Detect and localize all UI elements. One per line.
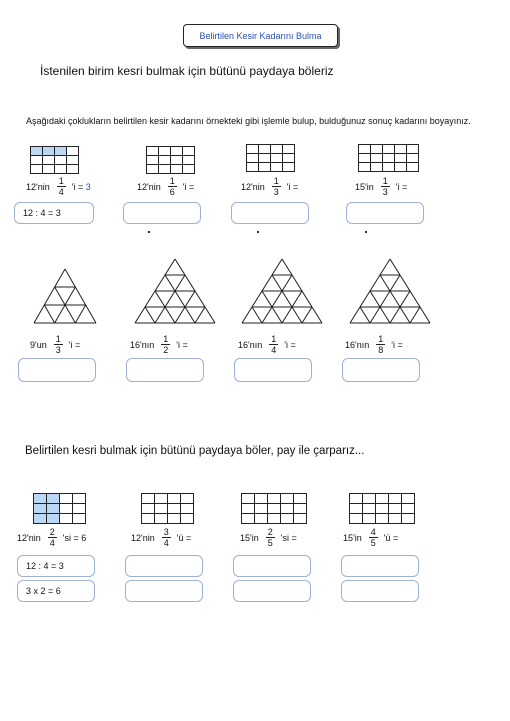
- grid-cell: [371, 163, 383, 172]
- grid-cell: [159, 165, 171, 174]
- numerator: 1: [58, 176, 64, 186]
- suffix-label: 'i =: [182, 181, 195, 192]
- fraction: [269, 334, 278, 355]
- rect-grid-3: [246, 144, 295, 172]
- grid-cell: [31, 156, 43, 165]
- grid-cell: [247, 154, 259, 163]
- grid-cell: [350, 504, 363, 514]
- grid-cell: [183, 165, 195, 174]
- suffix-label: 'i =: [286, 181, 299, 192]
- grid-cell: [247, 163, 259, 172]
- grid-cell: [402, 514, 415, 524]
- grid-cell: [402, 494, 415, 504]
- grid-cell: [34, 504, 47, 514]
- fraction: [168, 176, 177, 197]
- tri-answer-box-2[interactable]: [126, 358, 204, 382]
- denominator: 4: [49, 538, 55, 548]
- triangle-line: [145, 307, 155, 323]
- whole-label: 15'in: [355, 181, 374, 192]
- denominator: 2: [163, 345, 169, 355]
- rect-grid-5: [33, 493, 86, 524]
- grid-cell: [34, 514, 47, 524]
- grid-cell: [350, 494, 363, 504]
- fraction: [381, 176, 390, 197]
- fraction: [161, 334, 170, 355]
- whole-label: 12'nin: [17, 532, 41, 543]
- grid-cell: [255, 494, 268, 504]
- s2-expression-3: [240, 527, 297, 548]
- triangle-grid-1: [33, 268, 97, 324]
- suffix-label: 'si = 6: [62, 532, 87, 543]
- whole-label: 12'nin: [26, 181, 50, 192]
- grid-cell: [47, 504, 60, 514]
- grid-cell: [389, 494, 402, 504]
- whole-label: 16'nın: [130, 339, 155, 350]
- grid-cell: [171, 165, 183, 174]
- grid-cell: [55, 156, 67, 165]
- grid-cell: [283, 145, 295, 154]
- whole-label: 12'nin: [131, 532, 155, 543]
- grid-cell: [268, 504, 281, 514]
- grid-cell: [294, 494, 307, 504]
- denominator: 8: [378, 345, 384, 355]
- grid-cell: [142, 504, 155, 514]
- numerator: 1: [169, 176, 175, 186]
- grid-cell: [142, 494, 155, 504]
- grid-cell: [281, 494, 294, 504]
- numerator: 2: [49, 527, 55, 537]
- fraction: [57, 176, 66, 197]
- grid-cell: [363, 504, 376, 514]
- whole-label: 12'nin: [137, 181, 161, 192]
- fraction: [54, 334, 63, 355]
- tri-expression-1: [30, 334, 80, 355]
- section2-heading: Belirtilen kesri bulmak için bütünü paydaya böler, pay ile çarparız...: [25, 445, 365, 457]
- triangle-grid-2: [134, 258, 216, 324]
- triangle-line: [252, 307, 262, 323]
- worksheet-title: Belirtilen Kesir Kadarını Bulma: [183, 24, 338, 47]
- section1-instruction: Aşağıdaki çoklukların belirtilen kesir kadarını örnekteki gibi işlemle bulup, bulduğunuz sonuç kadarını boyayınız.: [26, 116, 471, 126]
- suffix-label: 'i =: [176, 339, 188, 350]
- suffix-label: 'i =: [68, 339, 81, 350]
- grid-cell: [60, 504, 73, 514]
- fraction: [162, 527, 171, 548]
- tri-answer-box-1[interactable]: [18, 358, 96, 382]
- denominator: 4: [271, 345, 277, 355]
- grid-cell: [271, 154, 283, 163]
- grid-cell: [283, 163, 295, 172]
- grid-cell: [55, 147, 67, 156]
- whole-label: 15'in: [240, 532, 259, 543]
- suffix-label: 'i =: [395, 181, 408, 192]
- suffix-label: 'ü =: [176, 532, 192, 543]
- grid-cell: [294, 504, 307, 514]
- grid-cell: [181, 504, 194, 514]
- grid-cell: [73, 494, 86, 504]
- grid-cell: [395, 163, 407, 172]
- stray-dot: [365, 231, 367, 233]
- whole-label: 9'un: [30, 339, 47, 350]
- s2-answer-box-3a[interactable]: [233, 555, 311, 577]
- rect-grid-7: [241, 493, 307, 524]
- numerator: 1: [163, 334, 169, 344]
- grid-cell: [147, 165, 159, 174]
- numerator: 2: [267, 527, 273, 537]
- grid-cell: [31, 165, 43, 174]
- numerator: 4: [370, 527, 376, 537]
- grid-cell: [43, 165, 55, 174]
- fraction: [369, 527, 378, 548]
- grid-cell: [242, 494, 255, 504]
- grid-cell: [147, 156, 159, 165]
- grid-cell: [268, 514, 281, 524]
- grid-cell: [67, 156, 79, 165]
- grid-cell: [159, 147, 171, 156]
- grid-cell: [255, 514, 268, 524]
- grid-cell: [171, 147, 183, 156]
- s2-answer-box-4b[interactable]: [341, 580, 419, 602]
- suffix-label: 'si =: [280, 532, 297, 543]
- grid-cell: [383, 154, 395, 163]
- denominator: 3: [382, 187, 388, 197]
- grid-cell: [376, 514, 389, 524]
- grid-cell: [283, 154, 295, 163]
- grid-cell: [171, 156, 183, 165]
- grid-cell: [407, 163, 419, 172]
- fraction: [48, 527, 57, 548]
- grid-cell: [73, 504, 86, 514]
- grid-cell: [359, 163, 371, 172]
- triangle-line: [44, 305, 54, 323]
- numerator: 1: [271, 334, 277, 344]
- grid-cell: [34, 494, 47, 504]
- grid-cell: [395, 154, 407, 163]
- grid-cell: [60, 514, 73, 524]
- grid-cell: [168, 504, 181, 514]
- triangle-line: [410, 307, 420, 323]
- denominator: 4: [58, 187, 64, 197]
- grid-cell: [67, 165, 79, 174]
- rect-expression-2: [137, 176, 194, 197]
- grid-cell: [60, 494, 73, 504]
- denominator: 5: [370, 538, 376, 548]
- grid-cell: [259, 145, 271, 154]
- grid-cell: [383, 163, 395, 172]
- grid-cell: [389, 504, 402, 514]
- tri-answer-box-3[interactable]: [234, 358, 312, 382]
- answer-box-2[interactable]: [123, 202, 201, 224]
- result-value: 3: [85, 181, 91, 192]
- whole-label: 16'nın: [238, 339, 263, 350]
- grid-cell: [350, 514, 363, 524]
- grid-cell: [281, 514, 294, 524]
- grid-cell: [271, 163, 283, 172]
- answer-box-4[interactable]: [346, 202, 424, 224]
- whole-label: 15'in: [343, 532, 362, 543]
- rect-expression-4: [355, 176, 407, 197]
- s2-expression-1: [17, 527, 86, 548]
- grid-cell: [67, 147, 79, 156]
- triangle-grid-4: [349, 258, 431, 324]
- tri-expression-3: [238, 334, 296, 355]
- grid-cell: [159, 156, 171, 165]
- grid-cell: [73, 514, 86, 524]
- grid-cell: [359, 145, 371, 154]
- grid-cell: [155, 494, 168, 504]
- grid-cell: [181, 494, 194, 504]
- grid-cell: [383, 145, 395, 154]
- triangle-grid-3: [241, 258, 323, 324]
- grid-cell: [242, 514, 255, 524]
- tri-expression-2: [130, 334, 188, 355]
- grid-cell: [281, 504, 294, 514]
- triangle-line: [302, 307, 312, 323]
- grid-cell: [147, 147, 159, 156]
- grid-cell: [363, 514, 376, 524]
- triangle-line: [360, 307, 370, 323]
- stray-dot: [257, 231, 259, 233]
- numerator: 1: [273, 176, 279, 186]
- grid-cell: [47, 514, 60, 524]
- fraction: [376, 334, 385, 355]
- s2-answer-box-1a[interactable]: 12 : 4 = 3: [17, 555, 95, 577]
- suffix-label: 'i =: [391, 339, 403, 350]
- grid-cell: [155, 504, 168, 514]
- rect-grid-8: [349, 493, 415, 524]
- grid-cell: [359, 154, 371, 163]
- grid-cell: [376, 504, 389, 514]
- triangle-line: [195, 307, 205, 323]
- s2-expression-4: [343, 527, 398, 548]
- denominator: 3: [55, 345, 61, 355]
- grid-cell: [142, 514, 155, 524]
- denominator: 6: [169, 187, 175, 197]
- s2-answer-box-2b[interactable]: [125, 580, 203, 602]
- answer-box-3[interactable]: [231, 202, 309, 224]
- rect-grid-4: [358, 144, 419, 172]
- grid-cell: [402, 504, 415, 514]
- suffix-label: 'ü =: [383, 532, 399, 543]
- fraction: [272, 176, 281, 197]
- tri-expression-4: [345, 334, 403, 355]
- grid-cell: [294, 514, 307, 524]
- triangle-line: [75, 305, 85, 323]
- s2-answer-box-1b[interactable]: 3 x 2 = 6: [17, 580, 95, 602]
- numerator: 1: [378, 334, 384, 344]
- grid-cell: [242, 504, 255, 514]
- grid-cell: [43, 147, 55, 156]
- grid-cell: [395, 145, 407, 154]
- numerator: 1: [382, 176, 388, 186]
- stray-dot: [148, 231, 150, 233]
- grid-cell: [55, 165, 67, 174]
- denominator: 3: [273, 187, 279, 197]
- section1-heading: İstenilen birim kesri bulmak için bütünü paydaya böleriz: [40, 64, 334, 78]
- denominator: 4: [163, 538, 169, 548]
- whole-label: 16'nın: [345, 339, 370, 350]
- numerator: 3: [163, 527, 169, 537]
- grid-cell: [268, 494, 281, 504]
- s2-expression-2: [131, 527, 191, 548]
- tri-answer-box-4[interactable]: [342, 358, 420, 382]
- grid-cell: [247, 145, 259, 154]
- grid-cell: [259, 154, 271, 163]
- grid-cell: [181, 514, 194, 524]
- s2-answer-box-4a[interactable]: [341, 555, 419, 577]
- grid-cell: [47, 494, 60, 504]
- rect-grid-1: [30, 146, 79, 174]
- grid-cell: [376, 494, 389, 504]
- s2-answer-box-3b[interactable]: [233, 580, 311, 602]
- rect-expression-3: [241, 176, 298, 197]
- grid-cell: [363, 494, 376, 504]
- grid-cell: [407, 154, 419, 163]
- suffix-label: 'i =: [71, 181, 84, 192]
- rect-grid-2: [146, 146, 195, 174]
- numerator: 1: [55, 334, 61, 344]
- suffix-label: 'i =: [284, 339, 296, 350]
- grid-cell: [259, 163, 271, 172]
- grid-cell: [43, 156, 55, 165]
- grid-cell: [371, 145, 383, 154]
- grid-cell: [271, 145, 283, 154]
- answer-box-1[interactable]: 12 : 4 = 3: [14, 202, 94, 224]
- grid-cell: [183, 156, 195, 165]
- rect-expression-1: [26, 176, 91, 197]
- grid-cell: [31, 147, 43, 156]
- fraction: [266, 527, 275, 548]
- grid-cell: [183, 147, 195, 156]
- grid-cell: [407, 145, 419, 154]
- denominator: 5: [267, 538, 273, 548]
- grid-cell: [371, 154, 383, 163]
- grid-cell: [255, 504, 268, 514]
- grid-cell: [168, 514, 181, 524]
- grid-cell: [389, 514, 402, 524]
- whole-label: 12'nin: [241, 181, 265, 192]
- rect-grid-6: [141, 493, 194, 524]
- s2-answer-box-2a[interactable]: [125, 555, 203, 577]
- grid-cell: [155, 514, 168, 524]
- grid-cell: [168, 494, 181, 504]
